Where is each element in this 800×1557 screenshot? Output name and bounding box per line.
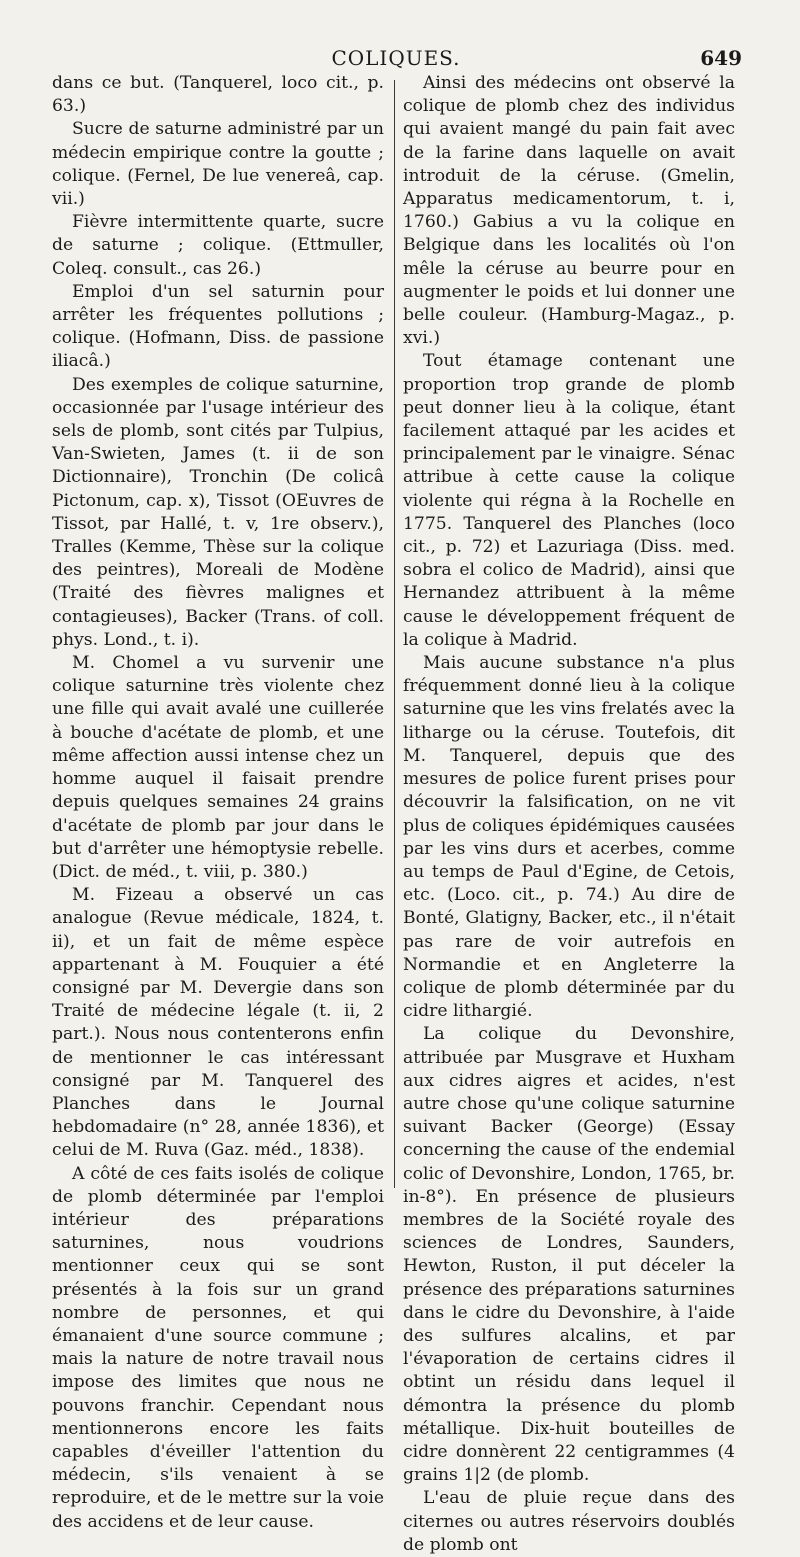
running-head	[50, 44, 742, 70]
paragraph: L'eau de pluie reçue dans des citernes ou autres réservoirs doublés de plomb ont	[403, 1488, 735, 1555]
paragraph: La colique du Devonshire, attribuée par Musgrave et Huxham aux cidres aigres et acides, n'est autre chose qu'une colique saturnine suivant Backer (George) (Essay concerning the cause of the endemial colic of Devonshire, London, 1765, br. in-8°). En présence de plusieurs membres de la Société royale des sciences de Londres, Saunders, Hewton, Ruston, il put déceler la présence des préparations saturnines dans le cidre du Devonshire, à l'aide des sulfures alcalins, et par l'évaporation de certains cidres il obtint un résidu dans lequel il démontra la présence du plomb métallique. Dix-huit bouteilles de cidre donnèrent 22 centigrammes (4 grains 1|2 (de plomb.	[403, 1024, 735, 1486]
paragraph: A côté de ces faits isolés de colique de plomb déterminée par l'emploi intérieur des préparations saturnines, nous voudrions mentionner ceux qui se sont présentés à la fois sur un grand nombre de personnes, et qui émanaient d'une source commune ; mais la nature de notre travail nous impose des limites que nous ne pouvons franchir. Cependant nous mentionnerons encore les faits capables d'éveiller l'attention du médecin, s'ils venaient à se reproduire, et de le mettre sur la voie des accidens et de leur cause.	[52, 1163, 384, 1532]
paragraph: Fièvre intermittente quarte, sucre de saturne ; colique. (Ettmuller, Coleq. consult., cas 26.)	[52, 212, 384, 279]
paragraph: Des exemples de colique saturnine, occasionnée par l'usage intérieur des sels de plomb, sont cités par Tulpius, Van-Swieten, James (t. ii de son Dictionnaire), Tronchin (De colicâ Pictonum, cap. x), Tissot (OEuvres de Tissot, par Hallé, t. v, 1re observ.), Tralles (Kemme, Thèse sur la colique des peintres), Moreali de Modène (Traité des fièvres malignes et contagieuses), Backer (Trans. of coll. phys. Lond., t. i).	[52, 374, 384, 650]
paragraph: M. Chomel a vu survenir une colique saturnine très violente chez une fille qui avait avalé une cuillerée à bouche d'acétate de plomb, et une même affection aussi intense chez un homme auquel il faisait prendre depuis quelques semaines 24 grains d'acétate de plomb par jour dans le but d'arrêter une hémoptysie rebelle. (Dict. de méd., t. viii, p. 380.)	[52, 653, 384, 882]
paragraph: M. Fizeau a observé un cas analogue (Revue médicale, 1824, t. ii), et un fait de même espèce appartenant à M. Fouquier a été consigné par M. Devergie dans son Traité de médecine légale (t. ii, 2 part.). Nous nous contenterons enfin de mentionner le cas intéressant consigné par M. Tanquerel des Planches dans le Journal hebdomadaire (n° 28, année 1836), et celui de M. Ruva (Gaz. méd., 1838).	[52, 885, 385, 1161]
paragraph: Emploi d'un sel saturnin pour arrêter les fréquentes pollutions ; colique. (Hofmann, Diss. de passione iliacâ.)	[52, 281, 384, 372]
paragraph: dans ce but. (Tanquerel, loco cit., p. 63.)	[52, 73, 384, 117]
paragraph: Tout étamage contenant une proportion trop grande de plomb peut donner lieu à la colique, étant facilement attaqué par les acides et principalement par le vinaigre. Sénac attribue à cette cause la colique violente qui régna à la Rochelle en 1775. Tanquerel des Planches (loco cit., p. 72) et Lazuriaga (Diss. med. sobra el colico de Madrid), ainsi que Hernandez attribuent à la même cause le développement fréquent de la colique à Madrid.	[403, 351, 735, 650]
paragraph: Ainsi des médecins ont observé la colique de plomb chez des individus qui avaient mangé du pain fait avec de la farine dans laquelle on avait introduit de la céruse. (Gmelin, Apparatus medicamentorum, t. i, 1760.) Gabius a vu la colique en Belgique dans les localités où l'on mêle la céruse au beurre pour en augmenter le poids et lui donner une belle couleur. (Hamburg-Magaz., p. xvi.)	[403, 73, 735, 349]
paragraph: Sucre de saturne administré par un médecin empirique contre la goutte ; colique. (Fernel, De lue venereâ, cap. vii.)	[52, 119, 384, 210]
left-column	[52, 72, 384, 1534]
page-number: 649	[700, 46, 742, 70]
right-column	[403, 72, 735, 1557]
paragraph: Mais aucune substance n'a plus fréquemment donné lieu à la colique saturnine que les vins frelatés avec la litharge ou la céruse. Toutefois, dit M. Tanquerel, depuis que des mesures de police furent prises pour découvrir la falsification, on ne vit plus de coliques épidémiques causées par les vins durs et acerbes, comme au temps de Paul d'Egine, de Cetois, etc. (Loco. cit., p. 74.) Au dire de Bonté, Glatigny, Backer, etc., il n'était pas rare de voir autrefois en Normandie et en Angleterre la colique de plomb déterminée par du cidre lithargié.	[403, 653, 735, 1022]
column-divider	[394, 80, 395, 1188]
running-title: COLIQUES.	[331, 46, 461, 70]
